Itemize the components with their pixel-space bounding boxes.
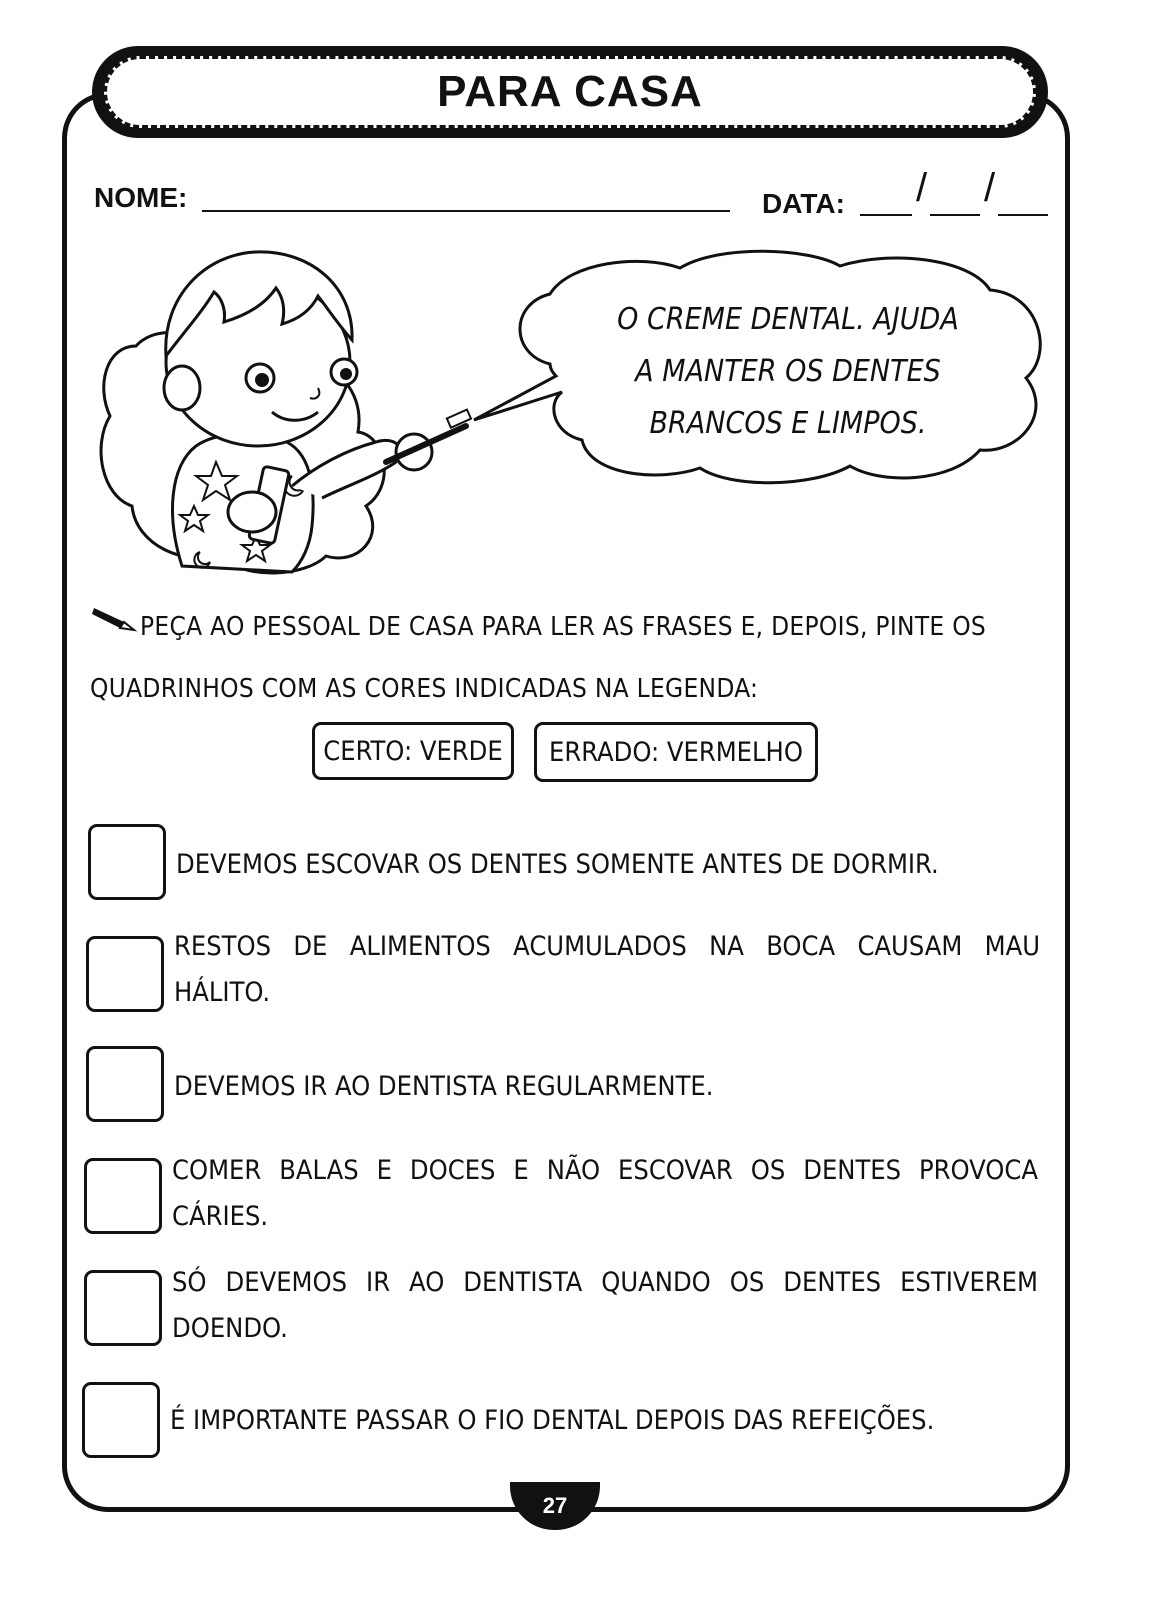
statement-4: COMER BALAS E DOCES E NÃO ESCOVAR OS DENTES PROVOCA CÁRIES. — [172, 1155, 1038, 1232]
answer-checkbox[interactable] — [86, 936, 164, 1012]
date-separator: / — [916, 166, 928, 210]
answer-checkbox[interactable] — [82, 1382, 160, 1458]
speech-line: O CREME DENTAL. AJUDA — [617, 302, 959, 337]
answer-checkbox[interactable] — [84, 1158, 162, 1234]
date-label: DATA: — [762, 188, 845, 219]
speech-bubble-text — [608, 294, 968, 450]
statement-2 — [174, 924, 1040, 1008]
date-day-field[interactable] — [860, 214, 912, 216]
answer-checkbox[interactable] — [84, 1270, 162, 1346]
legend-correct: CERTO: VERDE — [312, 722, 514, 780]
speech-line: A MANTER OS DENTES — [635, 354, 941, 389]
statement-5: SÓ DEVEMOS IR AO DENTISTA QUANDO OS DENTES ESTIVEREM DOENDO. — [172, 1267, 1038, 1344]
statement-3: DEVEMOS IR AO DENTISTA REGULARMENTE. — [174, 1071, 714, 1102]
name-field[interactable] — [202, 210, 730, 212]
legend-wrong: ERRADO: VERMELHO — [534, 722, 818, 782]
date-separator: / — [984, 166, 996, 210]
name-label: NOME: — [94, 182, 188, 213]
pencil-icon — [90, 600, 138, 634]
statement-6: É IMPORTANTE PASSAR O FIO DENTAL DEPOIS DAS REFEIÇÕES. — [170, 1405, 935, 1436]
page-title: PARA CASA — [437, 67, 703, 116]
page-number-tab — [510, 1482, 600, 1530]
statement-1: DEVEMOS ESCOVAR OS DENTES SOMENTE ANTES DE DORMIR. — [176, 849, 939, 880]
instruction-line-1: PEÇA AO PESSOAL DE CASA PARA LER AS FRASES E, DEPOIS, PINTE OS — [140, 612, 987, 642]
page-number: 27 — [542, 1493, 568, 1518]
statement-text: RESTOS DE ALIMENTOS ACUMULADOS NA BOCA CAUSAM MAU HÁLITO. — [174, 931, 1040, 1008]
answer-checkbox[interactable] — [86, 1046, 164, 1122]
date-year-field[interactable] — [998, 214, 1048, 216]
answer-checkbox[interactable] — [88, 824, 166, 900]
instruction-line-2: QUADRINHOS COM AS CORES INDICADAS NA LEGENDA: — [90, 674, 759, 704]
date-month-field[interactable] — [930, 214, 980, 216]
boy-with-toothbrush-icon — [96, 236, 476, 588]
title-box — [104, 56, 1036, 128]
speech-line: BRANCOS E LIMPOS. — [649, 406, 927, 441]
